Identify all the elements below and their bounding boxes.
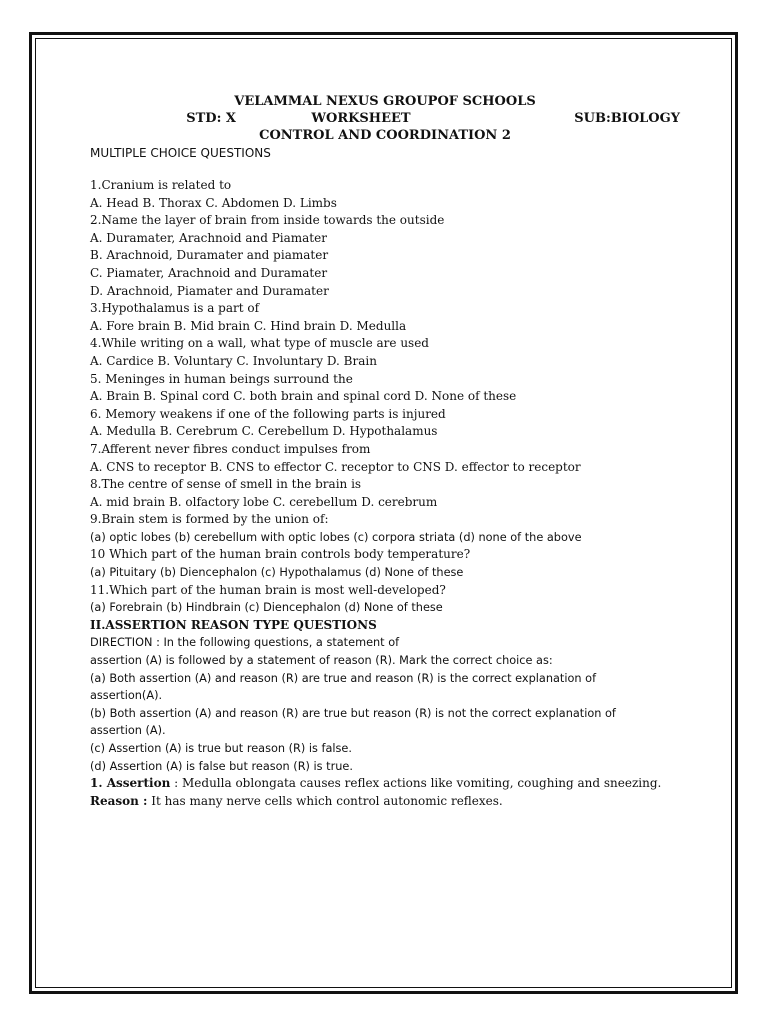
answer-options-line: (a) Pituitary (b) Diencephalon (c) Hypothalamus (d) None of these <box>90 566 464 580</box>
question-line: A. Duramater, Arachnoid and Piamater <box>90 230 327 245</box>
question-line: A. Brain B. Spinal cord C. both brain and spinal cord D. None of these <box>90 389 517 404</box>
std-label: STD: X <box>186 111 236 126</box>
assertion-text: : Medulla oblongata causes reflex actions like vomiting, coughing and sneezing. <box>170 776 662 791</box>
question-line: 3.Hypothalamus is a part of <box>90 301 260 316</box>
worksheet-title: CONTROL AND COORDINATION 2 <box>259 128 511 143</box>
question-line: A. Medulla B. Cerebrum C. Cerebellum D. Hypothalamus <box>90 424 438 439</box>
question-line: C. Piamater, Arachnoid and Duramater <box>90 265 328 280</box>
question-line: 2.Name the layer of brain from inside towards the outside <box>90 213 445 228</box>
assertion-label: 1. Assertion <box>90 776 171 791</box>
option-line: assertion(A). <box>90 689 163 703</box>
direction-line: DIRECTION : In the following questions, a statement of <box>90 636 400 650</box>
question-line: 9.Brain stem is formed by the union of: <box>90 512 329 527</box>
option-line: (d) Assertion (A) is false but reason (R) is true. <box>90 759 353 773</box>
mcq-questions <box>90 177 680 617</box>
blank-line <box>90 161 680 177</box>
question-line: D. Arachnoid, Piamater and Duramater <box>90 283 329 298</box>
direction-line: assertion (A) is followed by a statement of reason (R). Mark the correct choice as: <box>90 654 553 668</box>
option-line: (a) Both assertion (A) and reason (R) are true and reason (R) is the correct explanation of <box>90 671 597 685</box>
subject-label: SUB:BIOLOGY <box>574 111 680 126</box>
question-line: 8.The centre of sense of smell in the brain is <box>90 477 362 492</box>
answer-options-line: (a) optic lobes (b) cerebellum with optic lobes (c) corpora striata (d) none of the above <box>90 530 582 544</box>
question-line: 7.Afferent never fibres conduct impulses from <box>90 441 371 456</box>
mcq-heading: MULTIPLE CHOICE QUESTIONS <box>90 146 271 160</box>
question-line: 1.Cranium is related to <box>90 178 232 192</box>
question-line: 10 Which part of the human brain controls body temperature? <box>90 547 471 562</box>
question-line: A. Cardice B. Voluntary C. Involuntary D. Brain <box>90 353 377 368</box>
question-line: 4.While writing on a wall, what type of muscle are used <box>90 336 429 351</box>
option-line: (b) Both assertion (A) and reason (R) are true but reason (R) is not the correct explanation of <box>90 706 616 720</box>
question-line: 5. Meninges in human beings surround the <box>90 371 353 386</box>
assertion-heading: II.ASSERTION REASON TYPE QUESTIONS <box>90 617 377 632</box>
question-line: B. Arachnoid, Duramater and piamater <box>90 248 329 263</box>
question-line: A. Head B. Thorax C. Abdomen D. Limbs <box>90 195 337 210</box>
assertion-line <box>90 775 680 793</box>
question-line: 6. Memory weakens if one of the following parts is injured <box>90 406 446 421</box>
reason-line <box>90 793 680 811</box>
worksheet-content <box>90 93 680 810</box>
question-line: A. CNS to receptor B. CNS to effector C. receptor to CNS D. effector to receptor <box>90 459 581 474</box>
worksheet-label: WORKSHEET <box>311 111 411 126</box>
option-line: (c) Assertion (A) is true but reason (R) is false. <box>90 742 352 755</box>
answer-options-line: (a) Forebrain (b) Hindbrain (c) Diencephalon (d) None of these <box>90 601 443 615</box>
option-line: assertion (A). <box>90 724 166 738</box>
reason-text: It has many nerve cells which control autonomic reflexes. <box>147 793 503 808</box>
header-row <box>90 111 680 127</box>
question-line: 11.Which part of the human brain is most well-developed? <box>90 582 446 597</box>
question-line: A. Fore brain B. Mid brain C. Hind brain D. Medulla <box>90 318 407 333</box>
question-line: A. mid brain B. olfactory lobe C. cerebellum D. cerebrum <box>90 494 438 509</box>
school-name: VELAMMAL NEXUS GROUPOF SCHOOLS <box>234 94 536 109</box>
reason-label: Reason : <box>90 793 148 808</box>
